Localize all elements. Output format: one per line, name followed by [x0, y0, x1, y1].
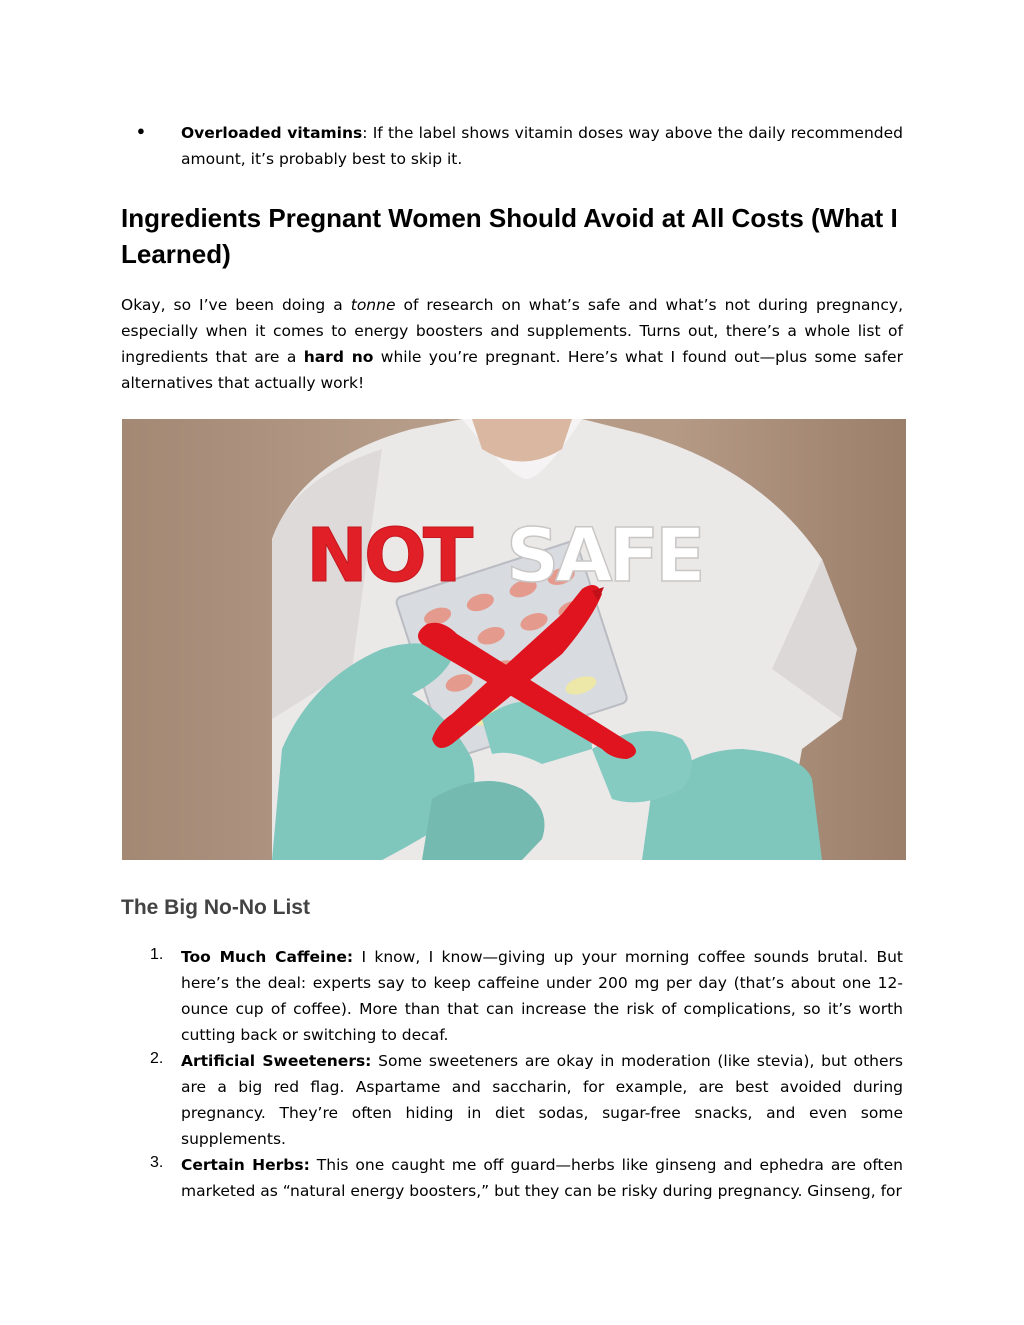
list-item-text: I know, I know—giving up your morning coffee sounds brutal. But here’s the deal: experts say to keep caffeine under 200 mg per day (that’s about one 12-ounce cup of coffee). More than that can increase the risk of complications, so it’s worth cutting back or switching to decaf. [181, 948, 903, 1044]
bullet-item-overloaded-vitamins [121, 120, 903, 172]
intro-paragraph [121, 292, 903, 396]
not-safe-image [122, 419, 906, 860]
intro-text-1: Okay, so I’ve been doing a [121, 296, 351, 314]
bullet-description: : If the label shows vitamin doses way above the daily recommended amount, it’s probably best to skip it. [181, 124, 903, 168]
intro-bold: hard no [303, 348, 374, 366]
list-item-title: Certain Herbs: [181, 1156, 310, 1174]
list-item-title: Artificial Sweeteners: [181, 1052, 372, 1070]
intro-text-3: while you’re pregnant. Here’s what I found out—plus some safer alternatives that actually work! [121, 348, 903, 392]
safe-word: SAFE [506, 513, 702, 599]
not-word: NOT [306, 513, 470, 599]
list-number: 1. [150, 946, 164, 963]
section-heading: Ingredients Pregnant Women Should Avoid at All Costs (What I Learned) [121, 203, 898, 269]
list-number: 3. [150, 1154, 164, 1171]
no-no-list [121, 944, 903, 1204]
list-item [121, 1152, 903, 1204]
bullet-bold-term: Overloaded vitamins [181, 124, 363, 142]
list-heading: The Big No-No List [121, 896, 310, 919]
hero-illustration [122, 419, 906, 860]
bullet-text [181, 120, 903, 172]
list-item [121, 1048, 903, 1152]
list-item [121, 944, 903, 1048]
list-item-text: Some sweeteners are okay in moderation (like stevia), but others are a big red flag. Aspartame and saccharin, for example, are best avoided during pregnancy. They’re often hiding in diet sodas, sugar-free snacks, and even some supplements. [181, 1052, 903, 1148]
list-item-text: This one caught me off guard—herbs like ginseng and ephedra are often marketed as “natural energy boosters,” but they can be risky during pregnancy. Ginseng, for [181, 1156, 903, 1200]
intro-text-2: of research on what’s safe and what’s not during pregnancy, especially when it comes to energy boosters and supplements. Turns out, there’s a whole list of ingredients that are a [121, 296, 903, 366]
bullet-marker: ● [137, 123, 145, 138]
list-number: 2. [150, 1050, 164, 1067]
intro-italic: tonne [350, 296, 396, 314]
list-item-title: Too Much Caffeine: [181, 948, 354, 966]
